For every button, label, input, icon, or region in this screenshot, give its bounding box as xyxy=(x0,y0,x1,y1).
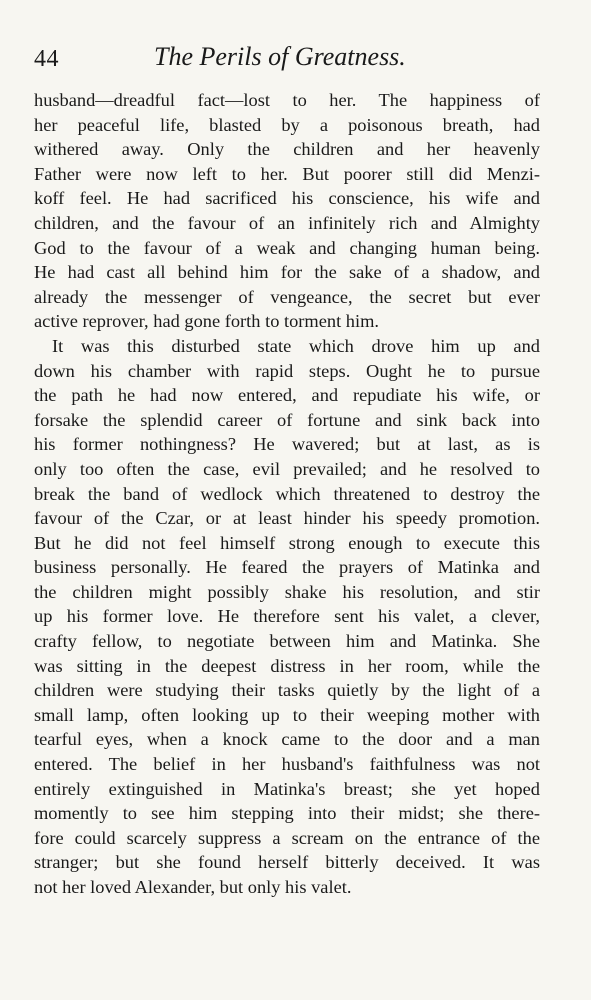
text-line: was sitting in the deepest distress in her room, while the xyxy=(34,655,540,676)
text-line: his former nothingness? He wavered; but at last, as is xyxy=(34,434,540,455)
page-header xyxy=(34,42,557,76)
text-line: already the messenger of vengeance, the secret but ever xyxy=(34,286,540,307)
text-line: withered away. Only the children and her heavenly xyxy=(34,139,540,160)
text-line: children, and the favour of an infinitely rich and Almighty xyxy=(34,212,540,233)
text-line: entered. The belief in her husband's faithfulness was not xyxy=(34,754,540,775)
page-number: 44 xyxy=(34,46,59,72)
text-line: crafty fellow, to negotiate between him and Matinka. She xyxy=(34,631,540,652)
text-line: He had cast all behind him for the sake of a shadow, and xyxy=(34,262,540,283)
text-line: stranger; but she found herself bitterly deceived. It was xyxy=(34,852,540,873)
text-line: tearful eyes, when a knock came to the door and a man xyxy=(34,729,540,750)
text-line: God to the favour of a weak and changing human being. xyxy=(34,237,540,258)
text-line: only too often the case, evil prevailed; and he resolved to xyxy=(34,458,540,479)
text-line: her peaceful life, blasted by a poisonous breath, had xyxy=(34,114,540,135)
text-line: koff feel. He had sacrificed his conscience, his wife and xyxy=(34,188,540,209)
text-line: entirely extinguished in Matinka's breast; she yet hoped xyxy=(34,778,540,799)
body-text xyxy=(34,88,540,900)
text-line: favour of the Czar, or at least hinder his speedy promotion. xyxy=(34,508,540,529)
text-line: But he did not feel himself strong enough to execute this xyxy=(34,532,540,553)
text-line: up his former love. He therefore sent his valet, a clever, xyxy=(34,606,540,627)
text-line: break the band of wedlock which threatened to destroy the xyxy=(34,483,540,504)
text-line: children were studying their tasks quietly by the light of a xyxy=(34,680,540,701)
text-line: active reprover, had gone forth to torment him. xyxy=(34,311,379,332)
text-line: down his chamber with rapid steps. Ought he to pursue xyxy=(34,360,540,381)
text-line: fore could scarcely suppress a scream on the entrance of the xyxy=(34,827,540,848)
text-line: small lamp, often looking up to their weeping mother with xyxy=(34,704,540,725)
text-line: business personally. He feared the prayers of Matinka and xyxy=(34,557,540,578)
text-line: forsake the splendid career of fortune and sink back into xyxy=(34,409,540,430)
paragraph xyxy=(34,334,540,900)
text-line: It was this disturbed state which drove him up and xyxy=(52,335,540,356)
text-line: not her loved Alexander, but only his valet. xyxy=(34,877,352,897)
text-line: momently to see him stepping into their midst; she there- xyxy=(34,803,540,824)
paragraph xyxy=(34,88,540,334)
text-line: husband—dreadful fact—lost to her. The happiness of xyxy=(34,90,540,110)
text-line: the path he had now entered, and repudiate his wife, or xyxy=(34,385,540,406)
running-title: The Perils of Greatness. xyxy=(154,42,406,71)
text-line: the children might possibly shake his resolution, and stir xyxy=(34,581,540,602)
text-line: Father were now left to her. But poorer still did Menzi- xyxy=(34,163,540,184)
